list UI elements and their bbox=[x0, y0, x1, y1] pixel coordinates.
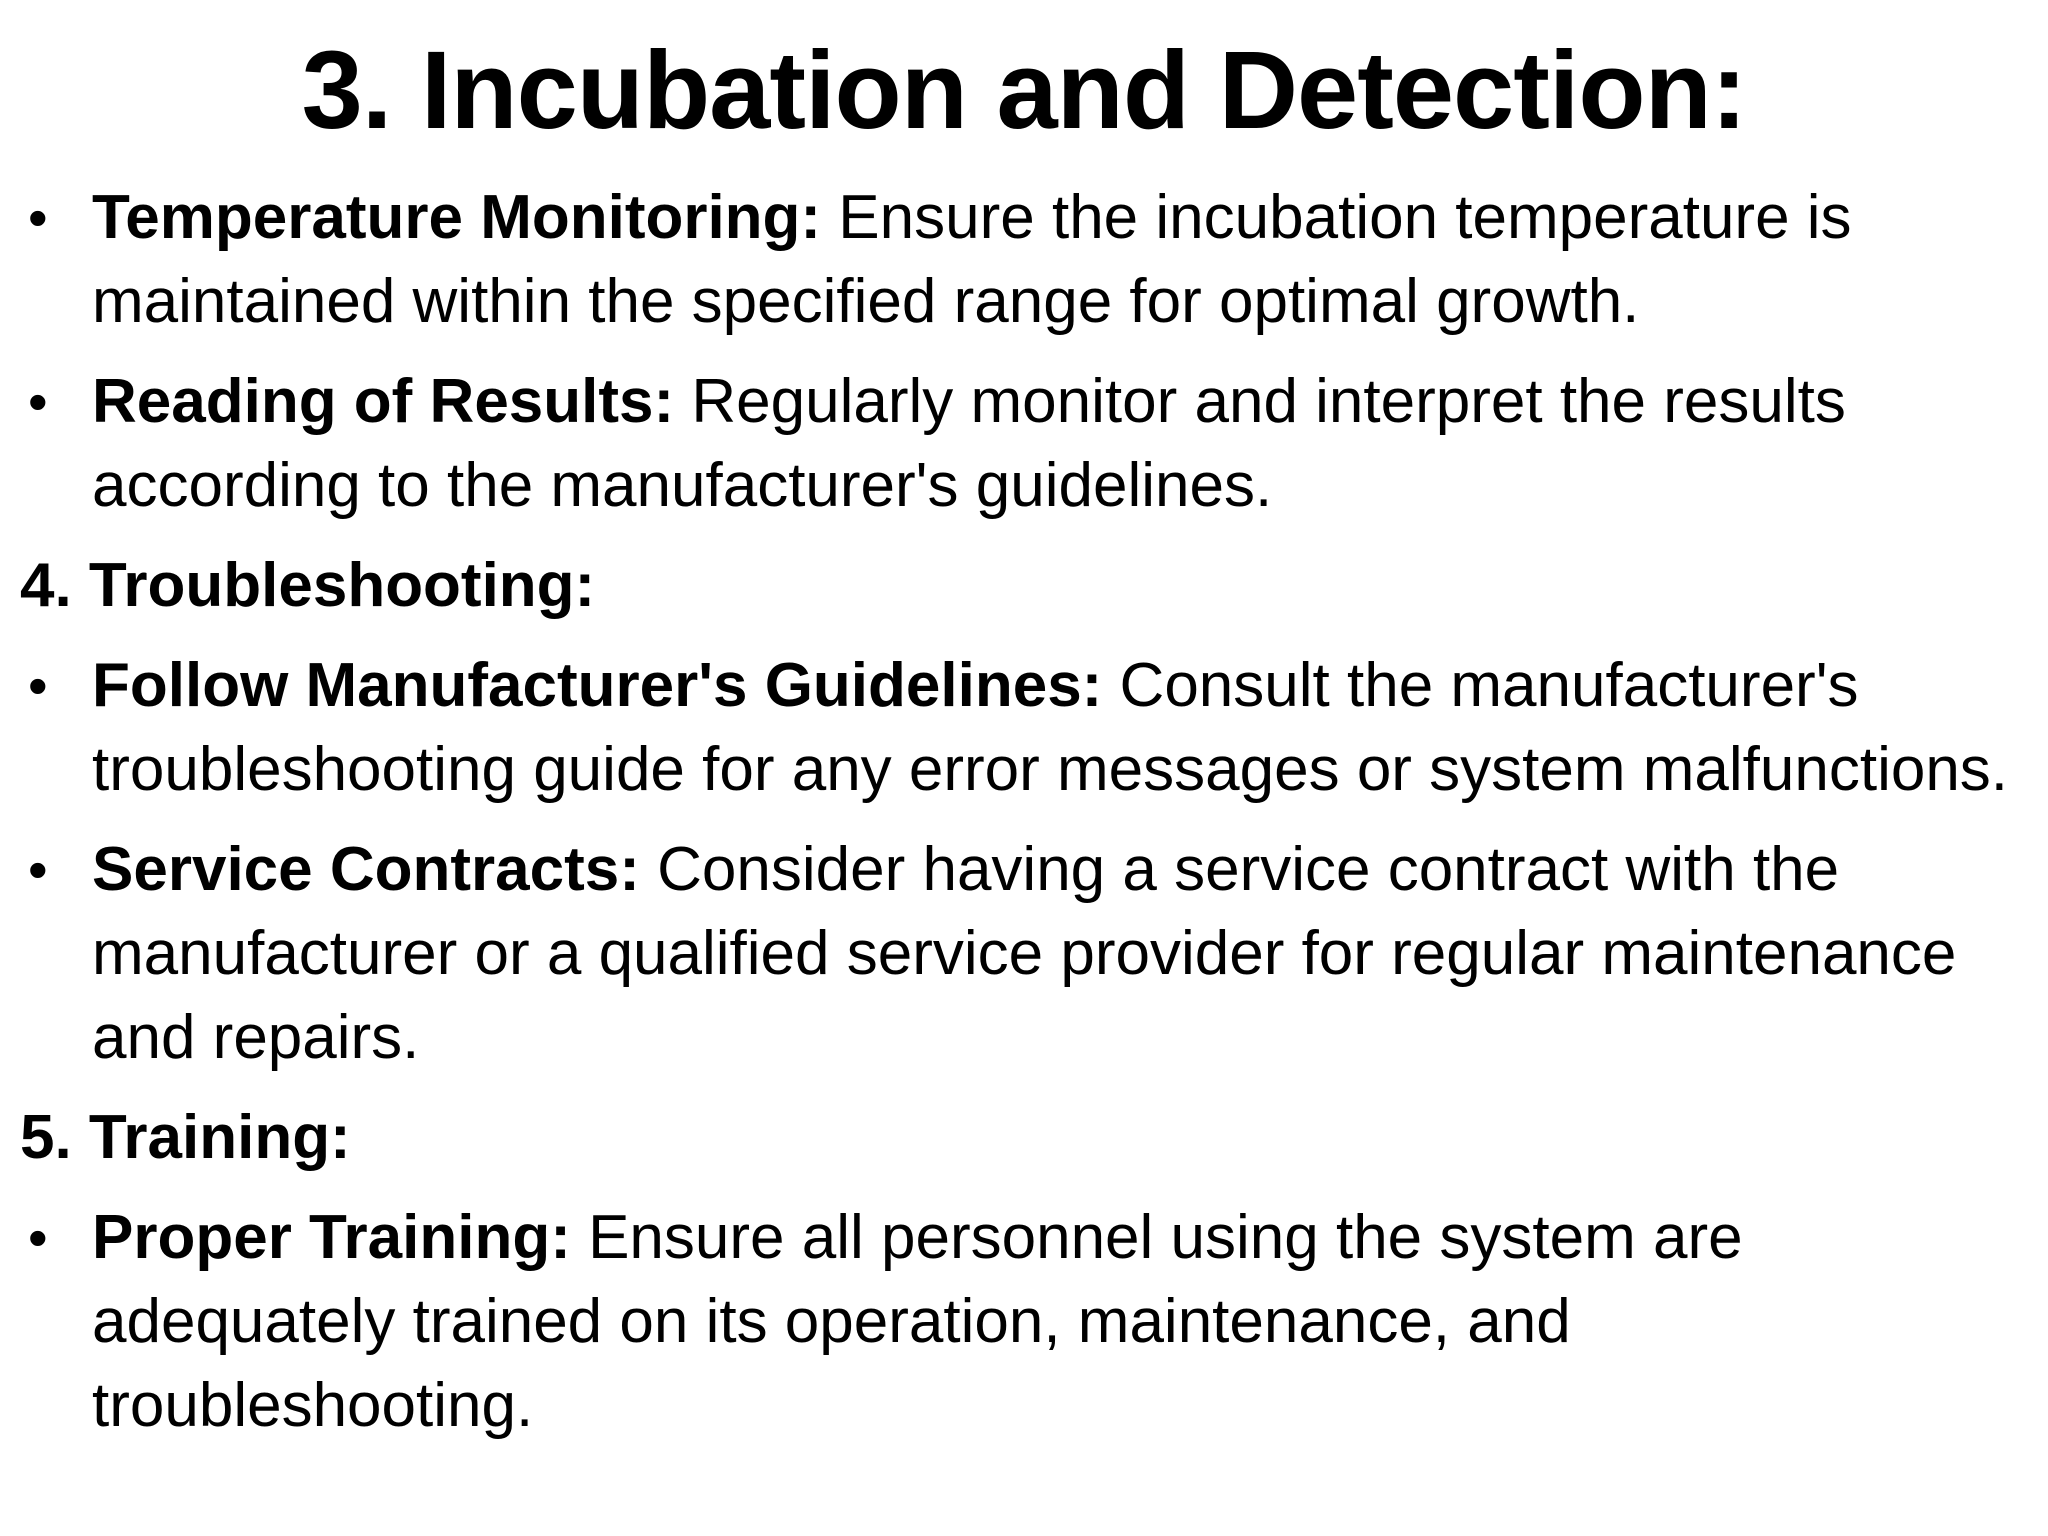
bullet-lead: Follow Manufacturer's Guidelines: bbox=[92, 651, 1103, 720]
bullet-text: Regularly monitor and interpret the results according to the manufacturer's guidelines. bbox=[92, 367, 1846, 520]
bullet-dot: • bbox=[28, 1206, 48, 1269]
bullet-follow-guidelines bbox=[20, 644, 2010, 812]
bullet-dot: • bbox=[28, 838, 48, 901]
bullet-text: Ensure all personnel using the system are adequately trained on its operation, maintenance, and troubleshooting. bbox=[92, 1203, 1743, 1440]
section-heading-troubleshooting: 4. Troubleshooting: bbox=[20, 551, 596, 620]
bullet-proper-training bbox=[20, 1196, 2010, 1448]
section-heading-training: 5. Training: bbox=[20, 1103, 351, 1172]
bullet-lead: Proper Training: bbox=[92, 1203, 571, 1272]
bullet-dot: • bbox=[28, 186, 48, 249]
bullet-dot: • bbox=[28, 370, 48, 433]
bullet-text: Consult the manufacturer's troubleshooting guide for any error messages or system malfunctions. bbox=[92, 651, 2009, 804]
bullet-dot: • bbox=[28, 654, 48, 717]
bullet-lead: Temperature Monitoring: bbox=[92, 183, 822, 252]
bullet-service-contracts bbox=[20, 828, 2010, 1080]
bullet-lead: Service Contracts: bbox=[92, 835, 640, 904]
bullet-reading-of-results bbox=[20, 360, 2010, 528]
bullet-text: Ensure the incubation temperature is maintained within the specified range for optimal growth. bbox=[92, 183, 1852, 336]
bullet-text: Consider having a service contract with the manufacturer or a qualified service provider for regular maintenance and repairs. bbox=[92, 835, 1957, 1072]
slide-body bbox=[20, 176, 2010, 1464]
bullet-lead: Reading of Results: bbox=[92, 367, 675, 436]
bullet-temperature-monitoring bbox=[20, 176, 2010, 344]
slide-title: 3. Incubation and Detection: bbox=[301, 29, 1747, 152]
